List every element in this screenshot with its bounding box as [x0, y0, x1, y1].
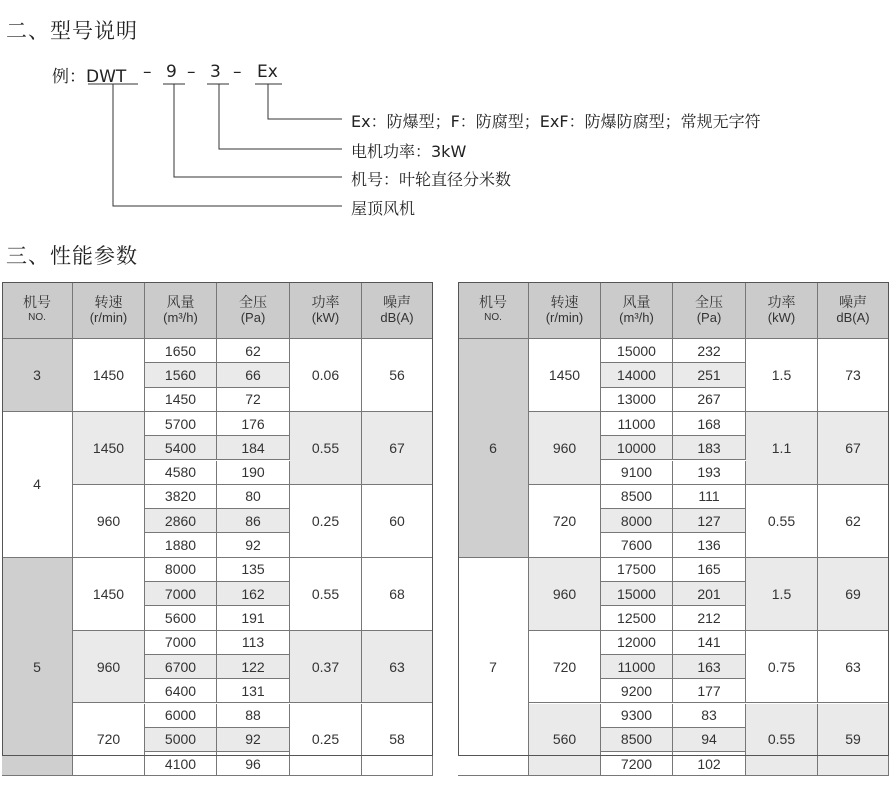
airflow-cell	[601, 388, 673, 412]
cell-text: 0.37	[311, 658, 340, 675]
cell-text: 92	[245, 731, 261, 748]
cell-text: 2860	[164, 512, 197, 529]
cell-text: 127	[697, 512, 721, 529]
cell-text: 1.5	[771, 366, 792, 383]
speed-cell	[529, 412, 601, 485]
pressure-cell	[217, 558, 290, 582]
header-label: 噪声	[383, 294, 411, 310]
cell-text: 10000	[617, 439, 656, 456]
cell-text: 267	[697, 391, 721, 408]
header-machine-no	[458, 282, 529, 339]
cell-text: 960	[552, 585, 577, 602]
section-title-model: 二、型号说明	[6, 19, 138, 43]
speed-cell	[529, 485, 601, 558]
machine-no-cell	[2, 412, 73, 558]
header-label: 风量	[166, 294, 195, 310]
header-label: 功率	[311, 294, 340, 310]
airflow-cell	[601, 606, 673, 630]
desc-power: 电机功率：3kW	[351, 142, 467, 161]
pressure-cell	[217, 655, 290, 679]
noise-cell	[362, 485, 433, 558]
airflow-cell	[145, 363, 217, 387]
pressure-cell	[673, 363, 746, 387]
header-airflow	[145, 282, 217, 339]
noise-cell	[818, 485, 889, 558]
cell-text: 11000	[617, 658, 656, 675]
cell-text: 8000	[620, 512, 653, 529]
cell-text: 168	[697, 415, 721, 432]
cell-text: 7600	[620, 537, 653, 554]
cell-text: 111	[698, 488, 720, 505]
airflow-cell	[601, 485, 673, 509]
noise-cell	[362, 631, 433, 704]
cell-text: 3	[33, 366, 41, 383]
cell-text: 1450	[92, 439, 125, 456]
header-power	[290, 282, 362, 339]
header-label: 机号	[479, 294, 507, 310]
cell-text: 113	[241, 634, 265, 651]
pressure-cell	[673, 631, 746, 655]
header-airflow	[601, 282, 673, 339]
pressure-cell	[217, 679, 290, 703]
airflow-cell	[601, 558, 673, 582]
cell-text: 0.25	[311, 731, 340, 748]
header-pressure	[217, 282, 290, 339]
speed-cell	[529, 704, 601, 777]
cell-text: 163	[697, 658, 721, 675]
cell-text: 8000	[164, 561, 197, 578]
cell-text: 165	[697, 561, 721, 578]
pressure-cell	[673, 436, 746, 460]
noise-cell	[362, 339, 433, 412]
speed-cell	[529, 631, 601, 704]
cell-text: 58	[389, 731, 405, 748]
cell-text: 9200	[620, 682, 653, 699]
speed-cell	[73, 558, 145, 631]
header-label: 全压	[239, 294, 267, 310]
cell-text: 92	[245, 537, 261, 554]
machine-no-cell	[458, 339, 529, 558]
cell-text: 7000	[164, 634, 197, 651]
airflow-cell	[601, 339, 673, 363]
airflow-cell	[601, 412, 673, 436]
airflow-cell	[145, 485, 217, 509]
header-label: 全压	[695, 294, 723, 310]
header-unit: (m³/h)	[163, 310, 198, 325]
airflow-cell	[145, 388, 217, 412]
airflow-cell	[145, 461, 217, 485]
cell-text: 68	[389, 585, 405, 602]
power-cell	[746, 485, 818, 558]
cell-text: 1.5	[771, 585, 792, 602]
header-unit: dB(A)	[836, 310, 870, 325]
desc-type: Ex：防爆型；F：防腐型；ExF：防爆防腐型；常规无字符	[351, 112, 761, 131]
pressure-cell	[673, 728, 746, 752]
cell-text: 0.55	[311, 585, 340, 602]
machine-no-cell	[2, 339, 73, 412]
model-dash-2: –	[187, 62, 196, 82]
header-unit: (m³/h)	[619, 310, 654, 325]
header-speed	[73, 282, 145, 339]
cell-text: 8500	[620, 488, 653, 505]
pressure-cell	[673, 752, 746, 776]
cell-text: 201	[697, 585, 721, 602]
pressure-cell	[217, 631, 290, 655]
header-unit: (kW)	[767, 310, 796, 325]
cell-text: 73	[845, 366, 861, 383]
cell-text: 5000	[164, 731, 197, 748]
desc-size: 机号：叶轮直径分米数	[351, 170, 512, 189]
pressure-cell	[217, 606, 290, 630]
cell-text: 251	[697, 366, 721, 383]
cell-text: 4	[33, 476, 41, 493]
cell-text: 1450	[92, 585, 125, 602]
cell-text: 191	[241, 609, 265, 626]
cell-text: 88	[245, 707, 261, 724]
cell-text: 5	[33, 658, 41, 675]
cell-text: 0.55	[311, 439, 340, 456]
cell-text: 96	[245, 755, 261, 772]
cell-text: 960	[552, 439, 577, 456]
airflow-cell	[601, 509, 673, 533]
cell-text: 3820	[164, 488, 197, 505]
cell-text: 177	[697, 682, 721, 699]
cell-text: 72	[245, 391, 261, 408]
cell-text: 5600	[164, 609, 197, 626]
cell-text: 6000	[164, 707, 197, 724]
noise-cell	[818, 412, 889, 485]
pressure-cell	[217, 388, 290, 412]
speed-cell	[73, 412, 145, 485]
cell-text: 4580	[164, 464, 197, 481]
airflow-cell	[601, 436, 673, 460]
speed-cell	[73, 339, 145, 412]
airflow-cell	[145, 558, 217, 582]
cell-text: 5400	[164, 439, 197, 456]
machine-no-cell	[458, 558, 529, 777]
noise-cell	[818, 704, 889, 777]
cell-text: 14000	[617, 366, 656, 383]
cell-text: 135	[241, 561, 265, 578]
airflow-cell	[145, 752, 217, 776]
pressure-cell	[217, 412, 290, 436]
speed-cell	[529, 558, 601, 631]
header-unit: (kW)	[311, 310, 340, 325]
performance-table-right	[458, 282, 889, 772]
cell-text: 69	[845, 585, 861, 602]
pressure-cell	[673, 533, 746, 557]
airflow-cell	[145, 679, 217, 703]
cell-text: 1650	[164, 342, 197, 359]
performance-table-left	[2, 282, 433, 772]
airflow-cell	[601, 631, 673, 655]
cell-text: 67	[389, 439, 405, 456]
cell-text: 184	[241, 439, 265, 456]
cell-text: 1560	[164, 366, 197, 383]
cell-text: 6	[489, 439, 497, 456]
power-cell	[290, 412, 362, 485]
cell-text: 1450	[92, 366, 125, 383]
pressure-cell	[673, 485, 746, 509]
power-cell	[746, 558, 818, 631]
pressure-cell	[673, 509, 746, 533]
cell-text: 83	[701, 707, 717, 724]
cell-text: 0.75	[767, 658, 796, 675]
airflow-cell	[145, 339, 217, 363]
power-cell	[290, 485, 362, 558]
cell-text: 131	[241, 682, 265, 699]
cell-text: 59	[845, 731, 861, 748]
cell-text: 136	[697, 537, 721, 554]
cell-text: 0.25	[311, 512, 340, 529]
airflow-cell	[145, 728, 217, 752]
cell-text: 80	[245, 488, 261, 505]
pressure-cell	[217, 752, 290, 776]
pressure-cell	[217, 728, 290, 752]
header-unit: NO.	[484, 312, 502, 323]
airflow-cell	[145, 412, 217, 436]
header-machine-no	[2, 282, 73, 339]
power-cell	[746, 339, 818, 412]
cell-text: 6700	[164, 658, 197, 675]
pressure-cell	[673, 339, 746, 363]
cell-text: 56	[389, 366, 405, 383]
cell-text: 4100	[164, 755, 197, 772]
speed-cell	[73, 704, 145, 777]
noise-cell	[818, 558, 889, 631]
cell-text: 8500	[620, 731, 653, 748]
airflow-cell	[145, 606, 217, 630]
airflow-cell	[601, 752, 673, 776]
speed-cell	[73, 631, 145, 704]
cell-text: 1880	[164, 537, 197, 554]
airflow-cell	[601, 461, 673, 485]
cell-text: 0.55	[767, 731, 796, 748]
header-label: 噪声	[839, 294, 867, 310]
noise-cell	[362, 704, 433, 777]
desc-product: 屋顶风机	[351, 199, 416, 218]
section-title-performance: 三、性能参数	[6, 244, 138, 268]
cell-text: 86	[245, 512, 261, 529]
cell-text: 960	[96, 658, 121, 675]
cell-text: 141	[697, 634, 721, 651]
header-label: 转速	[94, 294, 123, 310]
airflow-cell	[601, 679, 673, 703]
power-cell	[290, 558, 362, 631]
power-cell	[746, 704, 818, 777]
header-unit: NO.	[28, 312, 46, 323]
model-dash-1: –	[143, 62, 152, 82]
cell-text: 720	[96, 731, 121, 748]
header-power	[746, 282, 818, 339]
cell-text: 960	[96, 512, 121, 529]
header-noise	[362, 282, 433, 339]
pressure-cell	[673, 704, 746, 728]
noise-cell	[362, 558, 433, 631]
pressure-cell	[673, 412, 746, 436]
pressure-cell	[217, 509, 290, 533]
model-dash-3: –	[233, 62, 242, 82]
pressure-cell	[673, 679, 746, 703]
cell-text: 63	[845, 658, 861, 675]
header-label: 功率	[767, 294, 796, 310]
airflow-cell	[601, 533, 673, 557]
model-size-code: 9	[166, 62, 177, 82]
cell-text: 7000	[164, 585, 197, 602]
cell-text: 7	[489, 658, 497, 675]
noise-cell	[818, 339, 889, 412]
cell-text: 11000	[617, 415, 656, 432]
airflow-cell	[601, 728, 673, 752]
cell-text: 62	[845, 512, 861, 529]
pressure-cell	[673, 582, 746, 606]
airflow-cell	[601, 704, 673, 728]
power-cell	[290, 704, 362, 777]
cell-text: 94	[701, 731, 717, 748]
header-label: 机号	[23, 294, 51, 310]
cell-text: 212	[697, 609, 721, 626]
cell-text: 15000	[617, 585, 656, 602]
airflow-cell	[601, 363, 673, 387]
cell-text: 63	[389, 658, 405, 675]
cell-text: 190	[241, 464, 265, 481]
airflow-cell	[601, 582, 673, 606]
cell-text: 0.06	[311, 366, 340, 383]
cell-text: 193	[697, 464, 721, 481]
header-unit: (Pa)	[240, 310, 266, 325]
cell-text: 122	[241, 658, 265, 675]
header-label: 转速	[550, 294, 579, 310]
cell-text: 232	[697, 342, 721, 359]
speed-cell	[73, 485, 145, 558]
model-prefix: 例：DWT	[52, 67, 127, 87]
cell-text: 102	[697, 755, 721, 772]
cell-text: 5700	[164, 415, 197, 432]
cell-text: 9300	[620, 707, 653, 724]
header-unit: dB(A)	[380, 310, 414, 325]
cell-text: 1.1	[771, 439, 792, 456]
power-cell	[290, 339, 362, 412]
cell-text: 720	[552, 658, 577, 675]
power-cell	[746, 412, 818, 485]
cell-text: 0.55	[767, 512, 796, 529]
header-label: 风量	[622, 294, 651, 310]
cell-text: 13000	[617, 391, 656, 408]
cell-text: 17500	[617, 561, 656, 578]
model-power-code: 3	[210, 62, 221, 82]
cell-text: 1450	[164, 391, 197, 408]
airflow-cell	[601, 655, 673, 679]
pressure-cell	[217, 461, 290, 485]
power-cell	[290, 631, 362, 704]
machine-no-cell	[2, 558, 73, 777]
power-cell	[746, 631, 818, 704]
airflow-cell	[145, 436, 217, 460]
airflow-cell	[145, 509, 217, 533]
cell-text: 67	[845, 439, 861, 456]
header-unit: (r/min)	[89, 310, 128, 325]
pressure-cell	[673, 388, 746, 412]
pressure-cell	[217, 436, 290, 460]
airflow-cell	[145, 704, 217, 728]
cell-text: 60	[389, 512, 405, 529]
cell-text: 720	[552, 512, 577, 529]
pressure-cell	[217, 533, 290, 557]
cell-text: 12500	[617, 609, 656, 626]
cell-text: 15000	[617, 342, 656, 359]
noise-cell	[362, 412, 433, 485]
pressure-cell	[673, 461, 746, 485]
header-speed	[529, 282, 601, 339]
pressure-cell	[217, 582, 290, 606]
cell-text: 560	[552, 731, 577, 748]
pressure-cell	[673, 606, 746, 630]
pressure-cell	[217, 704, 290, 728]
airflow-cell	[145, 533, 217, 557]
cell-text: 1450	[548, 366, 581, 383]
airflow-cell	[145, 655, 217, 679]
cell-text: 9100	[620, 464, 653, 481]
speed-cell	[529, 339, 601, 412]
pressure-cell	[217, 485, 290, 509]
header-pressure	[673, 282, 746, 339]
header-unit: (r/min)	[545, 310, 584, 325]
model-type-code: Ex	[257, 62, 278, 82]
cell-text: 183	[697, 439, 721, 456]
header-noise	[818, 282, 889, 339]
cell-text: 66	[245, 366, 261, 383]
pressure-cell	[673, 558, 746, 582]
cell-text: 176	[241, 415, 265, 432]
pressure-cell	[217, 339, 290, 363]
pressure-cell	[217, 363, 290, 387]
pressure-cell	[673, 655, 746, 679]
cell-text: 62	[245, 342, 261, 359]
cell-text: 6400	[164, 682, 197, 699]
airflow-cell	[145, 582, 217, 606]
cell-text: 162	[241, 585, 265, 602]
cell-text: 12000	[617, 634, 656, 651]
noise-cell	[818, 631, 889, 704]
header-unit: (Pa)	[696, 310, 722, 325]
cell-text: 7200	[620, 755, 653, 772]
airflow-cell	[145, 631, 217, 655]
